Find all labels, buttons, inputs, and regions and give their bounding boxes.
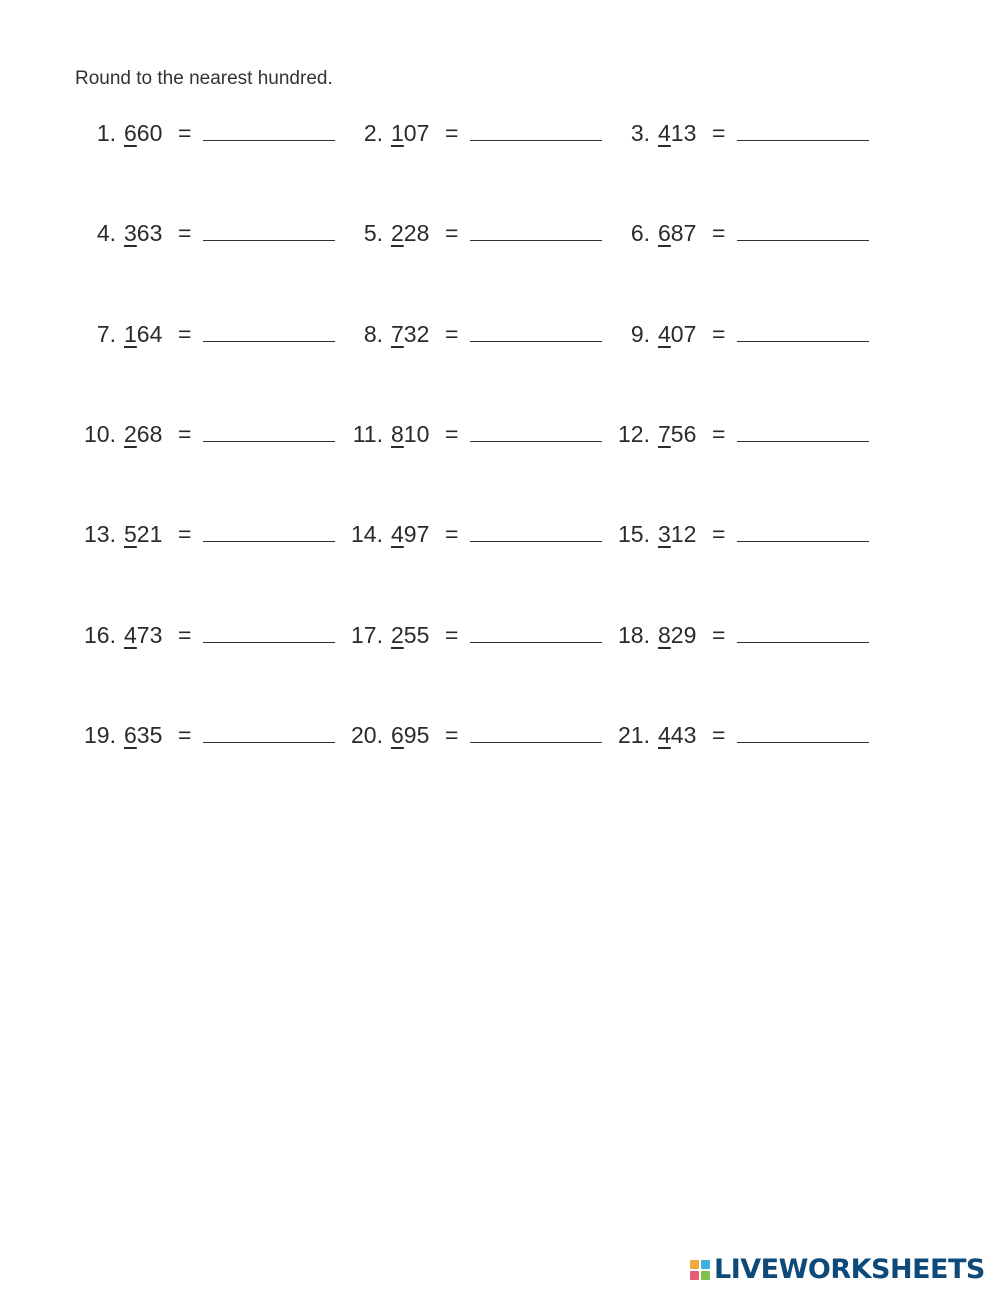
remaining-digits: 35: [136, 721, 163, 748]
problem-item: [606, 521, 869, 557]
answer-blank[interactable]: [470, 722, 602, 743]
problem-value: [391, 622, 435, 649]
answer-blank[interactable]: [470, 120, 602, 141]
answer-blank[interactable]: [737, 722, 869, 743]
answer-blank[interactable]: [203, 521, 335, 542]
liveworksheets-logo: [690, 1254, 985, 1285]
remaining-digits: 43: [670, 721, 697, 748]
brand-name: LIVEWORKSHEETS: [714, 1254, 985, 1285]
equals-sign: =: [712, 420, 726, 447]
remaining-digits: 56: [670, 420, 697, 447]
problem-value: [391, 521, 435, 548]
problem-item: [339, 120, 602, 156]
problem-value: [124, 220, 168, 247]
hundreds-digit: 6: [658, 220, 671, 247]
remaining-digits: 12: [670, 521, 697, 548]
remaining-digits: 13: [670, 120, 697, 146]
equals-sign: =: [445, 220, 459, 247]
problem-value: [658, 622, 702, 649]
problem-number: 11.: [352, 420, 383, 447]
problem-item: [606, 220, 869, 256]
answer-blank[interactable]: [737, 521, 869, 542]
equals-sign: =: [178, 521, 192, 548]
problem-value: [124, 321, 168, 348]
problem-item: [339, 521, 602, 557]
problem-value: [391, 722, 435, 749]
problem-value: [391, 321, 435, 348]
answer-blank[interactable]: [203, 421, 335, 442]
problem-number: 14.: [351, 521, 383, 548]
problem-item: [72, 521, 335, 557]
problem-number: 13.: [84, 521, 116, 548]
problem-number: 10.: [84, 420, 116, 447]
problem-number: 21.: [618, 721, 650, 748]
problem-value: [124, 722, 168, 749]
remaining-digits: 95: [403, 721, 430, 748]
remaining-digits: 97: [403, 521, 430, 548]
hundreds-digit: 6: [391, 721, 404, 748]
answer-blank[interactable]: [470, 622, 602, 643]
equals-sign: =: [445, 721, 459, 748]
equals-sign: =: [712, 521, 726, 548]
hundreds-digit: 6: [124, 721, 137, 748]
problem-number: 16.: [84, 621, 116, 648]
answer-blank[interactable]: [203, 220, 335, 241]
equals-sign: =: [712, 220, 726, 247]
hundreds-digit: 4: [658, 320, 671, 347]
remaining-digits: 64: [136, 320, 163, 347]
equals-sign: =: [445, 420, 459, 447]
remaining-digits: 07: [403, 120, 430, 146]
hundreds-digit: 5: [124, 521, 137, 548]
answer-blank[interactable]: [737, 120, 869, 141]
problem-item: [339, 722, 602, 758]
instructions: Round to the nearest hundred.: [75, 68, 333, 89]
hundreds-digit: 3: [658, 521, 671, 548]
answer-blank[interactable]: [470, 220, 602, 241]
logo-mark-icon: [690, 1260, 710, 1280]
problem-value: [124, 120, 168, 147]
problem-value: [391, 421, 435, 448]
equals-sign: =: [445, 120, 459, 146]
problem-number: 3.: [630, 120, 650, 146]
remaining-digits: 68: [136, 420, 163, 447]
problem-item: [339, 622, 602, 658]
problem-item: [72, 321, 335, 357]
problem-number: 8.: [363, 320, 383, 347]
equals-sign: =: [178, 420, 192, 447]
equals-sign: =: [445, 621, 459, 648]
problem-item: [72, 120, 335, 156]
hundreds-digit: 2: [391, 621, 404, 648]
problem-item: [72, 421, 335, 457]
problem-value: [658, 722, 702, 749]
equals-sign: =: [178, 220, 192, 247]
answer-blank[interactable]: [470, 421, 602, 442]
hundreds-digit: 4: [124, 621, 137, 648]
answer-blank[interactable]: [737, 421, 869, 442]
answer-blank[interactable]: [737, 321, 869, 342]
answer-blank[interactable]: [737, 622, 869, 643]
remaining-digits: 60: [136, 120, 163, 146]
problem-number: 2.: [363, 120, 383, 146]
problem-value: [658, 521, 702, 548]
hundreds-digit: 3: [124, 220, 137, 247]
remaining-digits: 87: [670, 220, 697, 247]
problem-item: [606, 321, 869, 357]
remaining-digits: 29: [670, 621, 697, 648]
hundreds-digit: 2: [391, 220, 404, 247]
answer-blank[interactable]: [203, 722, 335, 743]
hundreds-digit: 2: [124, 420, 137, 447]
problem-item: [72, 622, 335, 658]
problem-item: [339, 321, 602, 357]
equals-sign: =: [178, 621, 192, 648]
hundreds-digit: 1: [391, 120, 404, 146]
problem-value: [391, 220, 435, 247]
problem-value: [658, 421, 702, 448]
problem-number: 17.: [351, 621, 383, 648]
answer-blank[interactable]: [470, 521, 602, 542]
equals-sign: =: [712, 120, 726, 146]
answer-blank[interactable]: [203, 622, 335, 643]
hundreds-digit: 8: [391, 420, 404, 447]
hundreds-digit: 6: [124, 120, 137, 146]
problem-number: 15.: [618, 521, 650, 548]
remaining-digits: 73: [136, 621, 163, 648]
hundreds-digit: 4: [658, 721, 671, 748]
problem-item: [606, 722, 869, 758]
answer-blank[interactable]: [203, 120, 335, 141]
problem-number: 6.: [630, 220, 650, 247]
problem-value: [124, 521, 168, 548]
remaining-digits: 28: [403, 220, 430, 247]
remaining-digits: 21: [136, 521, 163, 548]
problem-item: [72, 722, 335, 758]
problem-item: [339, 421, 602, 457]
problem-number: 1.: [96, 120, 116, 146]
hundreds-digit: 4: [658, 120, 671, 146]
remaining-digits: 10: [403, 420, 430, 447]
hundreds-digit: 4: [391, 521, 404, 548]
problem-item: [606, 622, 869, 658]
equals-sign: =: [712, 721, 726, 748]
equals-sign: =: [445, 320, 459, 347]
problem-number: 5.: [363, 220, 383, 247]
problem-item: [72, 220, 335, 256]
hundreds-digit: 7: [391, 320, 404, 347]
hundreds-digit: 8: [658, 621, 671, 648]
problem-item: [606, 421, 869, 457]
remaining-digits: 63: [136, 220, 163, 247]
problem-value: [124, 622, 168, 649]
problem-value: [124, 421, 168, 448]
problem-value: [391, 120, 435, 147]
problem-item: [339, 220, 602, 256]
answer-blank[interactable]: [470, 321, 602, 342]
remaining-digits: 32: [403, 320, 430, 347]
problem-number: 4.: [96, 220, 116, 247]
problem-number: 18.: [618, 621, 650, 648]
equals-sign: =: [178, 721, 192, 748]
hundreds-digit: 1: [124, 320, 137, 347]
problem-item: [606, 120, 869, 156]
equals-sign: =: [178, 120, 192, 146]
hundreds-digit: 7: [658, 420, 671, 447]
problem-value: [658, 321, 702, 348]
equals-sign: =: [712, 320, 726, 347]
remaining-digits: 55: [403, 621, 430, 648]
problem-number: 19.: [84, 721, 116, 748]
answer-blank[interactable]: [737, 220, 869, 241]
problem-value: [658, 220, 702, 247]
equals-sign: =: [445, 521, 459, 548]
equals-sign: =: [178, 320, 192, 347]
remaining-digits: 07: [670, 320, 697, 347]
problem-number: 12.: [618, 420, 650, 447]
equals-sign: =: [712, 621, 726, 648]
problem-number: 20.: [351, 721, 383, 748]
answer-blank[interactable]: [203, 321, 335, 342]
problem-value: [658, 120, 702, 147]
problem-number: 9.: [630, 320, 650, 347]
problem-number: 7.: [96, 320, 116, 347]
